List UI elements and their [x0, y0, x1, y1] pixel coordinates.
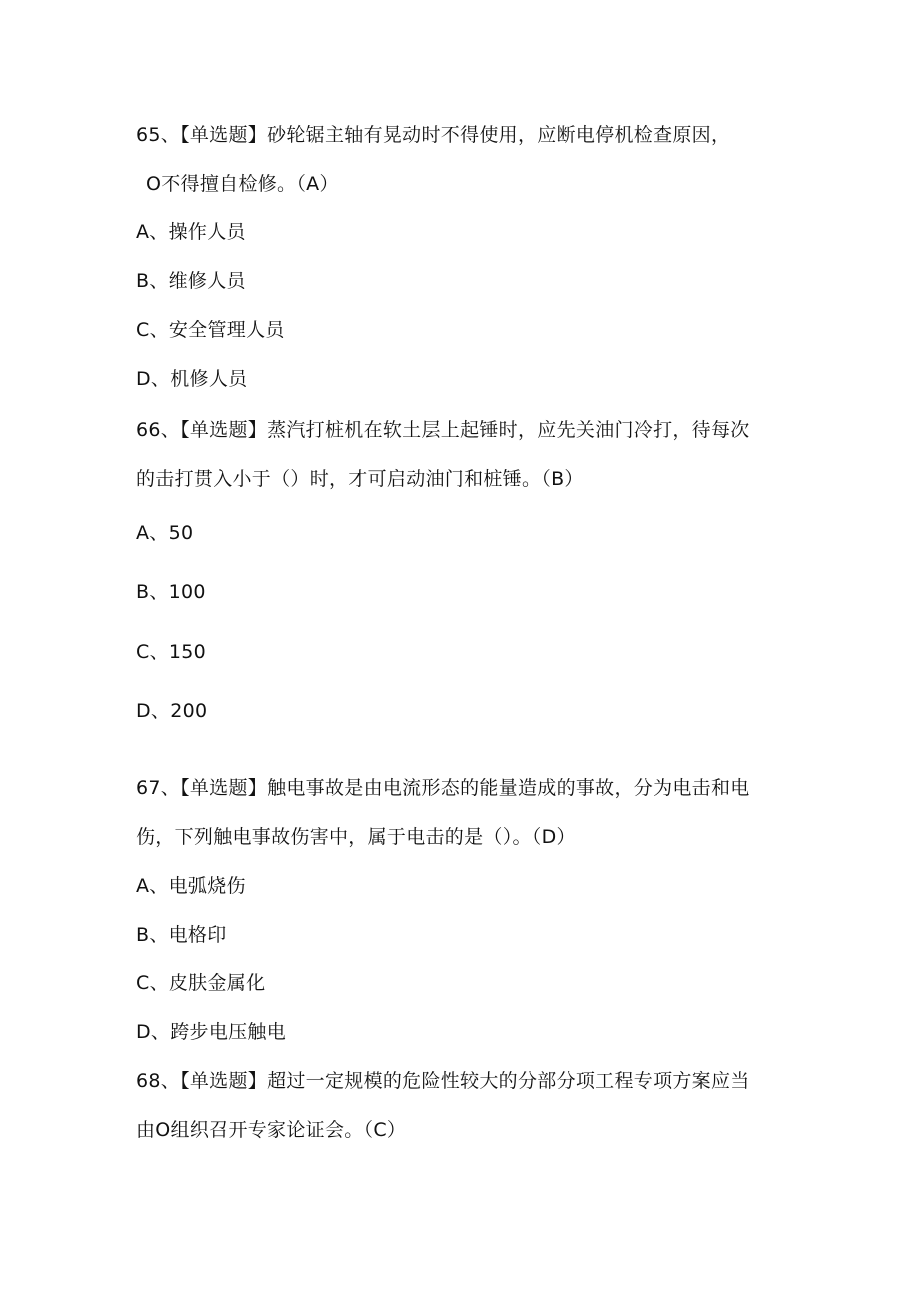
question-65-option-d: D、机修人员: [136, 368, 248, 390]
question-67-text-line-1: 67、【单选题】触电事故是由电流形态的能量造成的事故，分为电击和电: [136, 777, 750, 799]
question-65-text-line-1: 65、【单选题】砂轮锯主轴有晃动时不得使用，应断电停机检查原因，: [136, 124, 731, 146]
question-67-option-c: C、皮肤金属化: [136, 972, 266, 994]
question-65-option-b: B、维修人员: [136, 270, 246, 292]
question-66-option-c: C、150: [136, 641, 207, 663]
question-67-option-d: D、跨步电压触电: [136, 1021, 287, 1043]
question-65-option-c: C、安全管理人员: [136, 319, 285, 341]
question-66-option-d: D、200: [136, 700, 208, 722]
question-68-text-line-1: 68、【单选题】超过一定规模的危险性较大的分部分项工程专项方案应当: [136, 1070, 750, 1092]
question-67-text-line-2: 伤，下列触电事故伤害中，属于电击的是（）。（D）: [136, 826, 576, 848]
question-66-option-b: B、100: [136, 581, 206, 603]
question-65-option-a: A、操作人员: [136, 221, 246, 243]
question-66-text-line-1: 66、【单选题】蒸汽打桩机在软土层上起锤时，应先关油门冷打，待每次: [136, 419, 750, 441]
question-65-text-line-2: O不得擅自检修。（A）: [146, 173, 339, 195]
question-67-option-a: A、电弧烧伤: [136, 875, 246, 897]
question-66-option-a: A、50: [136, 522, 194, 544]
question-68-text-line-2: 由O组织召开专家论证会。（C）: [136, 1119, 407, 1141]
question-67-option-b: B、电格印: [136, 924, 227, 946]
question-66-text-line-2: 的击打贯入小于（）时，才可启动油门和桩锤。（B）: [136, 468, 584, 490]
